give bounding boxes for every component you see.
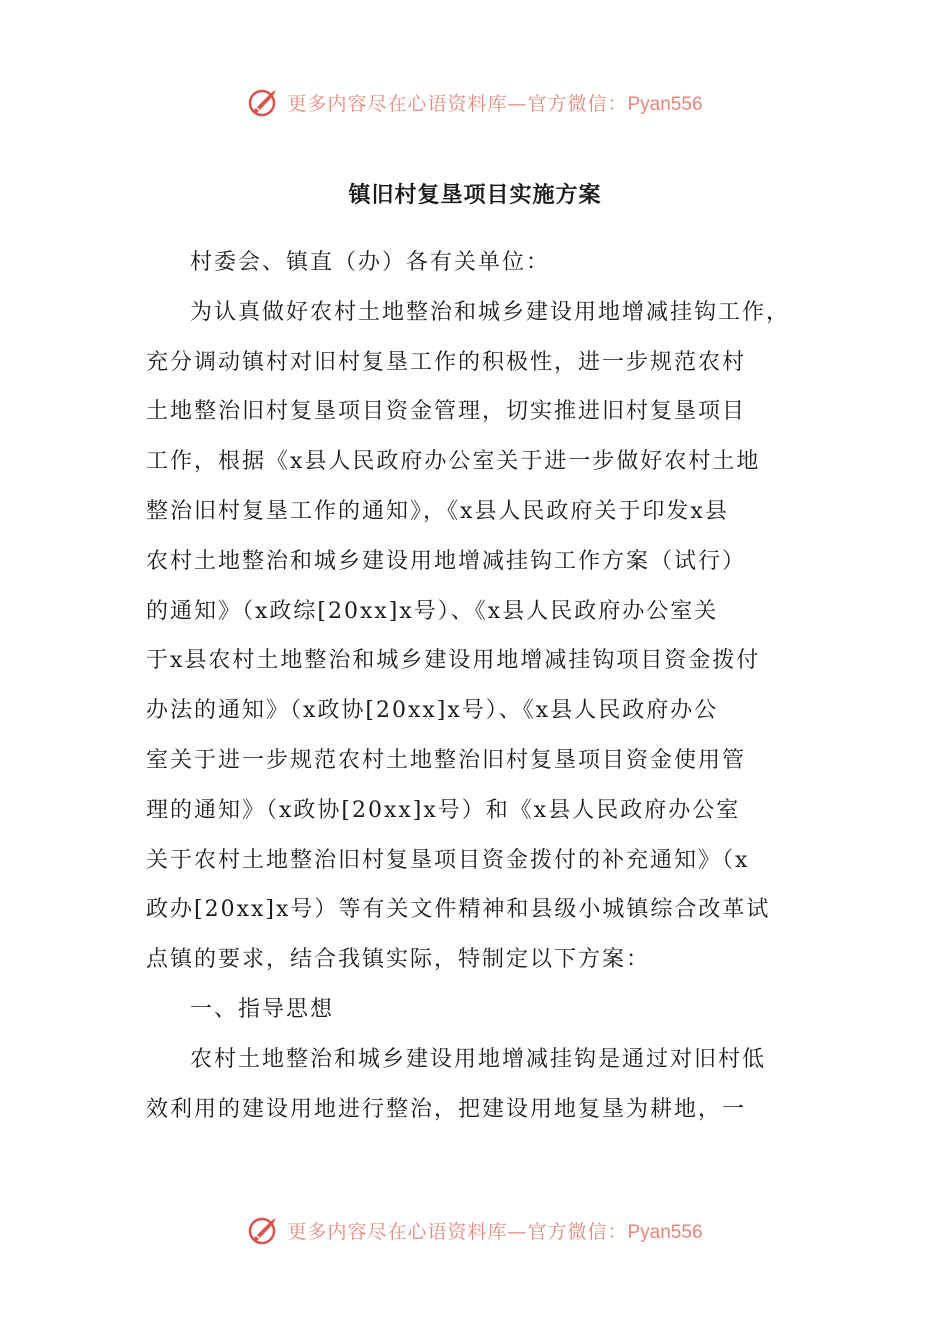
watermark-account: Pyan556: [627, 93, 703, 115]
paragraph-line: 充分调动镇村对旧村复垦工作的积极性，进一步规范农村: [146, 349, 747, 375]
salutation-line: 村委会、镇直（办）各有关单位：: [190, 250, 551, 275]
pen-logo-icon: [247, 85, 281, 119]
paragraph-line: 政办[20xx]x号）等有关文件精神和县级小城镇综合改革试: [146, 897, 771, 923]
document-body: [146, 238, 814, 1134]
footer-watermark: [0, 1210, 950, 1250]
paragraph-line: 的通知》（x政综[20xx]x号）、《x县人民政府办公室关: [146, 598, 719, 624]
paragraph-line: 土地整治旧村复垦项目资金管理，切实推进旧村复垦项目: [146, 399, 747, 425]
paragraph-line: 办法的通知》（x政协[20xx]x号）、《x县人民政府办公: [146, 698, 719, 724]
paragraph-line: 点镇的要求，结合我镇实际，特制定以下方案：: [146, 947, 651, 973]
paragraph-line: 室关于进一步规范农村土地整治旧村复垦项目资金使用管: [146, 747, 747, 773]
paragraph-line: 关于农村土地整治旧村复垦项目资金拨付的补充通知》（x: [146, 847, 750, 873]
paragraph-line: 农村土地整治和城乡建设用地增减挂钩工作方案（试行）: [146, 548, 747, 574]
pen-logo-icon: [247, 1213, 281, 1247]
document-title: 镇旧村复垦项目实施方案: [348, 183, 602, 208]
watermark-text: 更多内容尽在心语资料库—官方微信：Pyan556: [287, 92, 703, 115]
paragraph-line: 整治旧村复垦工作的通知》，《x县人民政府关于印发x县: [146, 498, 729, 524]
section-heading: 一、指导思想: [190, 996, 335, 1022]
watermark-text: 更多内容尽在心语资料库—官方微信：Pyan556: [287, 1220, 703, 1243]
paragraph-line: 于x县农村土地整治和城乡建设用地增减挂钩项目资金拨付: [146, 648, 761, 674]
paragraph-line: 农村土地整治和城乡建设用地增减挂钩是通过对旧村低: [190, 1046, 767, 1072]
paragraph-line: 理的通知》（x政协[20xx]x号）和《x县人民政府办公室: [146, 797, 741, 823]
paragraph-line: 为认真做好农村土地整治和城乡建设用地增减挂钩工作，: [190, 299, 791, 325]
watermark-account: Pyan556: [627, 1221, 703, 1243]
paragraph-line: 工作，根据《x县人民政府办公室关于进一步做好农村土地: [146, 449, 761, 475]
paragraph-line: 效利用的建设用地进行整治，把建设用地复垦为耕地，一: [146, 1096, 747, 1122]
header-watermark: [0, 82, 950, 122]
